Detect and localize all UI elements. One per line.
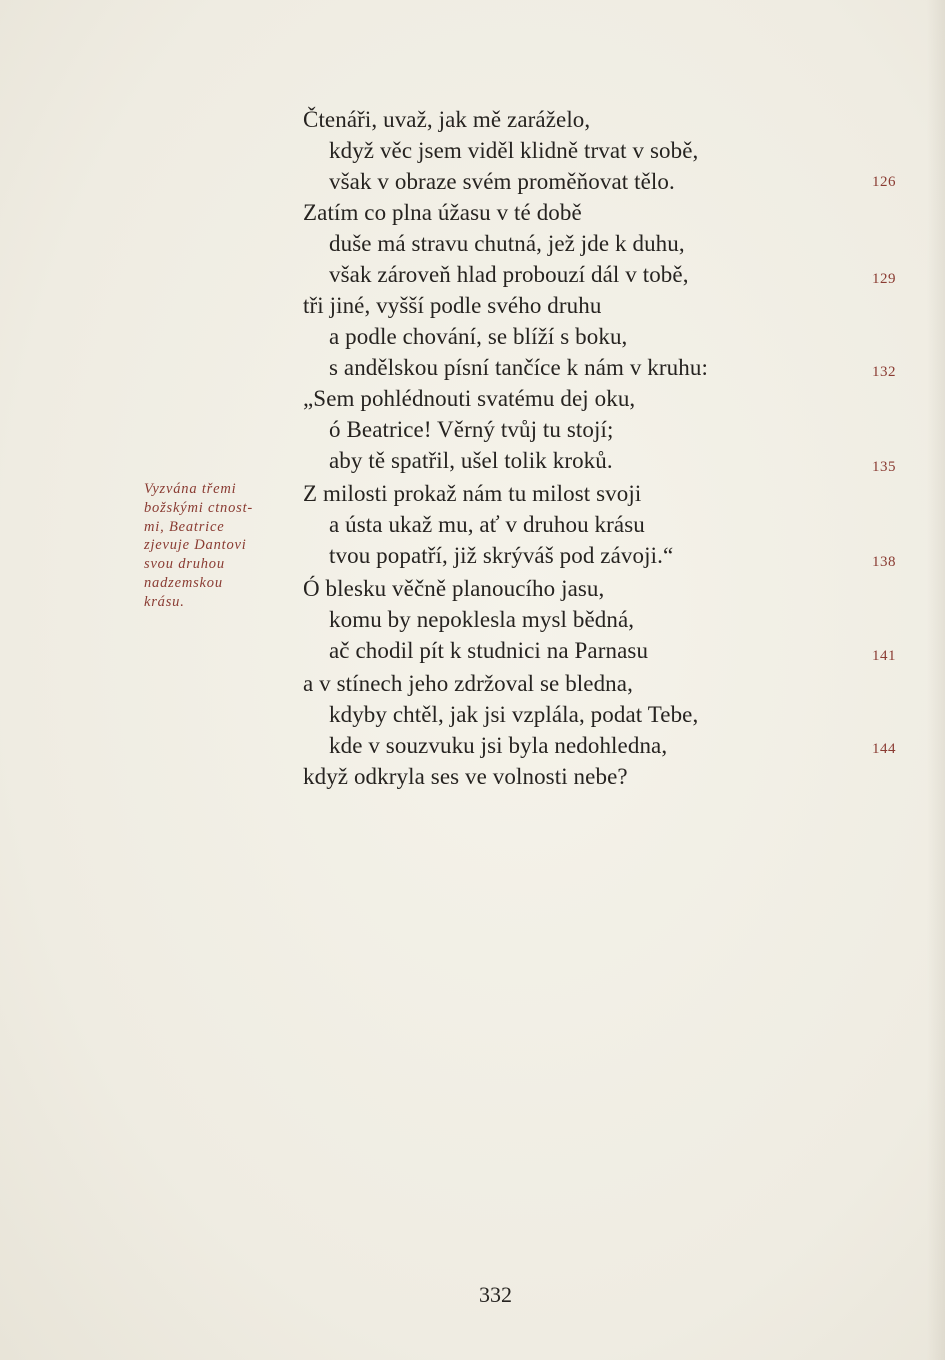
- line-number: 138: [872, 554, 896, 570]
- verse-line: když věc jsem viděl klidně trvat v sobě,: [329, 138, 699, 163]
- gloss-line: božskými ctnost-: [144, 499, 254, 516]
- line-number: 129: [872, 271, 896, 287]
- gloss-line: nadzemskou: [144, 574, 223, 591]
- verse-line: komu by nepoklesla mysl bědná,: [329, 607, 635, 632]
- verse-line: ač chodil pít k studnici na Parnasu: [329, 638, 649, 663]
- line-number: 132: [872, 364, 896, 380]
- verse-line: Ó blesku věčně planoucího jasu,: [303, 576, 605, 601]
- gloss-line: Vyzvána třemi: [144, 481, 237, 497]
- verse-line: ó Beatrice! Věrný tvůj tu stojí;: [329, 417, 614, 442]
- gloss-line: zjevuje Dantovi: [144, 537, 247, 554]
- verse-line: „Sem pohlédnouti svatému dej oku,: [303, 386, 636, 411]
- verse-line: však zároveň hlad probouzí dál v tobě,: [329, 262, 689, 287]
- line-number: 135: [872, 459, 896, 475]
- verse-line: Čtenáři, uvaž, jak mě zaráželo,: [303, 107, 591, 132]
- verse-line: tři jiné, vyšší podle svého druhu: [303, 293, 602, 318]
- verse-line: když odkryla ses ve volnosti nebe?: [303, 764, 628, 789]
- verse-line: aby tě spatřil, ušel tolik kroků.: [329, 448, 613, 473]
- verse-line: kde v souzvuku jsi byla nedohledna,: [329, 733, 668, 758]
- gloss-line: mi, Beatrice: [144, 518, 225, 535]
- verse-line: a v stínech jeho zdržoval se bledna,: [303, 671, 633, 696]
- line-number: 126: [872, 174, 896, 190]
- margin-gloss: [144, 480, 284, 612]
- line-number: 144: [872, 741, 896, 757]
- verse-line: kdyby chtěl, jak jsi vzplála, podat Tebe,: [329, 702, 699, 727]
- gloss-line: krásu.: [144, 593, 185, 610]
- verse-line: Z milosti prokaž nám tu milost svoji: [303, 481, 642, 506]
- line-number: 141: [872, 648, 896, 664]
- page-edge-shadow: [927, 0, 945, 1360]
- verse-line: tvou popatří, již skrýváš pod závoji.“: [329, 543, 674, 568]
- gloss-line: svou druhou: [144, 556, 225, 573]
- verse-line: však v obraze svém proměňovat tělo.: [329, 169, 675, 194]
- verse-line: a podle chování, se blíží s boku,: [329, 324, 628, 349]
- verse-line: a ústa ukaž mu, ať v druhou krásu: [329, 512, 645, 537]
- verse-line: s andělskou písní tančíce k nám v kruhu:: [329, 355, 708, 380]
- page-number: 332: [479, 1282, 512, 1307]
- verse-line: duše má stravu chutná, jež jde k duhu,: [329, 231, 685, 256]
- verse-line: Zatím co plna úžasu v té době: [303, 200, 582, 225]
